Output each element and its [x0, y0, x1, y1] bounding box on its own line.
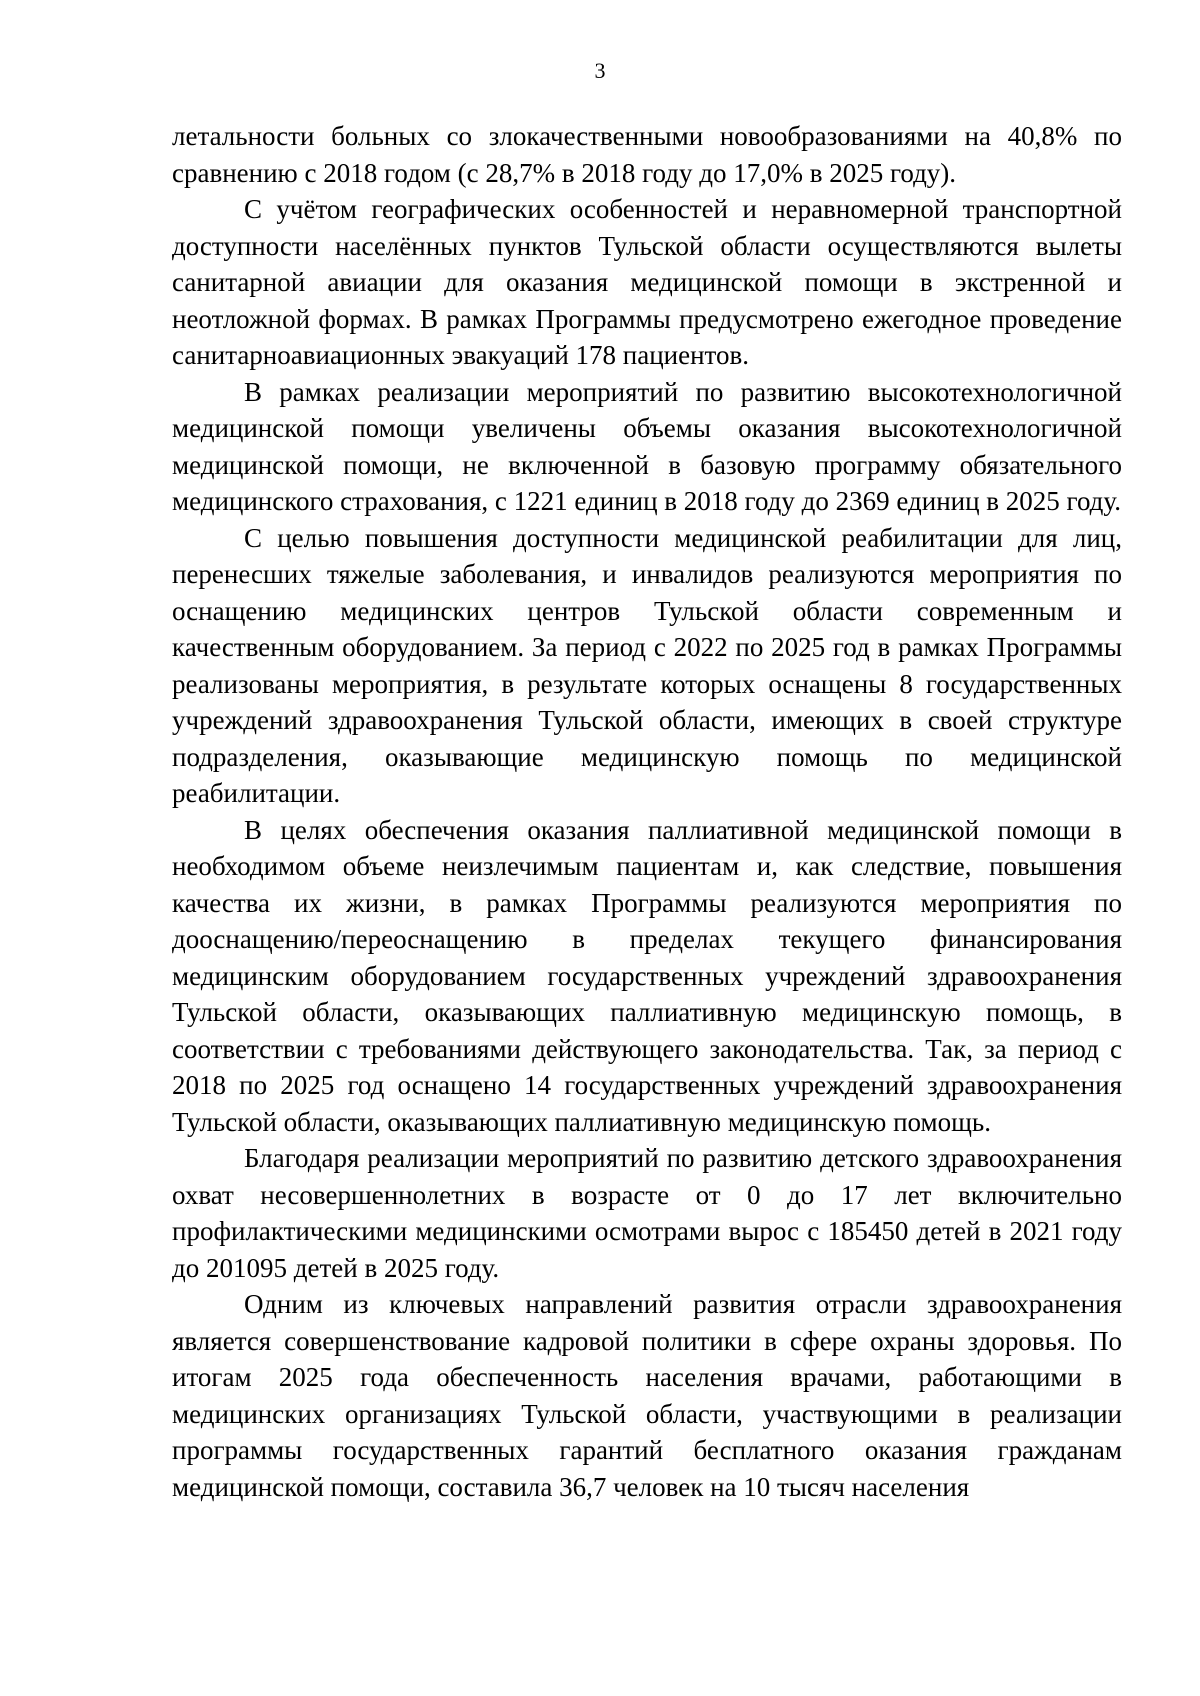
paragraph-staffing-policy: Одним из ключевых направлений развития отрасли здравоохранения является совершенствование кадровой политики в сфере охраны здоровья. По итогам 2025 года обеспеченность населения врачами, работающими в медицинских организациях Тульской области, участвующими в реализации программы государственных гарантий бесплатного оказания гражданам медицинской помощи, составила 36,7 человек на 10 тысяч населения [172, 1289, 1122, 1502]
paragraph-child-healthcare: Благодаря реализации мероприятий по развитию детского здравоохранения охват несовершеннолетних в возрасте от 0 до 17 лет включительно профилактическими медицинскими осмотрами вырос с 185450 детей в 2021 году до 201095 детей в 2025 году. [172, 1143, 1122, 1283]
paragraph-palliative-care: В целях обеспечения оказания паллиативной медицинской помощи в необходимом объеме неизлечимым пациентам и, как следствие, повышения качества их жизни, в рамках Программы реализуются мероприятия по дооснащению/переоснащению в пределах текущего финансирования медицинским оборудованием государственных учреждений здравоохранения Тульской области, оказывающих паллиативную медицинскую помощь, в соответствии с требованиями действующего законодательства. Так, за период с 2018 по 2025 год оснащено 14 государственных учреждений здравоохранения Тульской области, оказывающих паллиативную медицинскую помощь. [172, 814, 1122, 1137]
page-number: 3 [594, 58, 606, 83]
paragraph-mortality-continuation: летальности больных со злокачественными новообразованиями на 40,8% по сравнению с 2018 годом (с 28,7% в 2018 году до 17,0% в 2025 году). [172, 121, 1122, 188]
paragraph-high-tech-care: В рамках реализации мероприятий по развитию высокотехнологичной медицинской помощи увеличены объемы оказания высокотехнологичной медицинской помощи, не включенной в базовую программу обязательного медицинского страхования, с 1221 единиц в 2018 году до 2369 единиц в 2025 году. [172, 376, 1122, 516]
paragraph-sanitary-aviation: С учётом географических особенностей и неравномерной транспортной доступности населённых пунктов Тульской области осуществляются вылеты санитарной авиации для оказания медицинской помощи в экстренной и неотложной формах. В рамках Программы предусмотрено ежегодное проведение санитарноавиационных эвакуаций 178 пациентов. [172, 194, 1122, 370]
document-body [172, 118, 1122, 1505]
paragraph-rehabilitation: С целью повышения доступности медицинской реабилитации для лиц, перенесших тяжелые заболевания, и инвалидов реализуются мероприятия по оснащению медицинских центров Тульской области современным и качественным оборудованием. За период с 2022 по 2025 год в рамках Программы реализованы мероприятия, в результате которых оснащены 8 государственных учреждений здравоохранения Тульской области, имеющих в своей структуре подразделения, оказывающие медицинскую помощь по медицинской реабилитации. [172, 522, 1122, 808]
